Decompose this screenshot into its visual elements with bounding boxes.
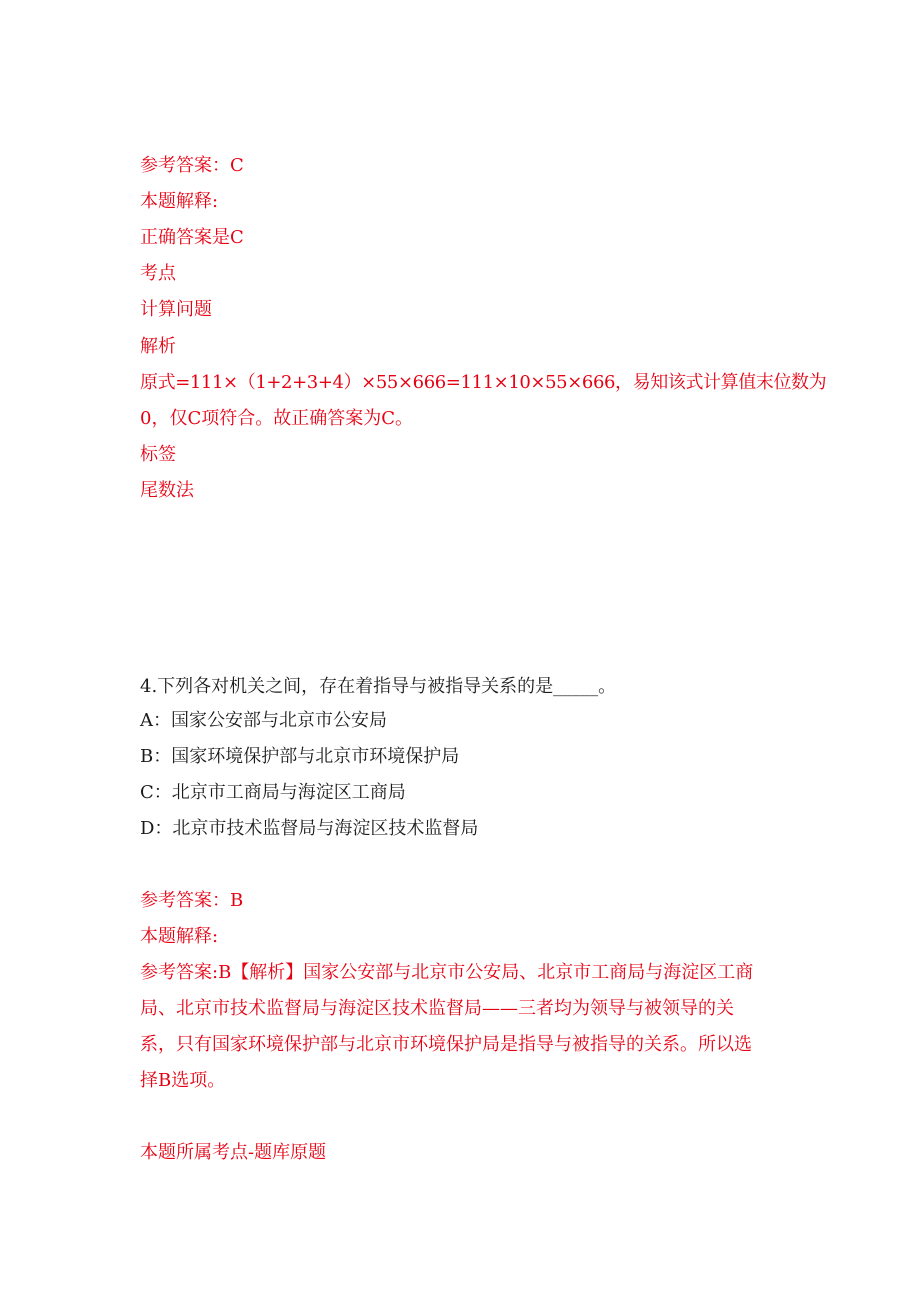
q3-kaodian: 计算问题: [140, 299, 212, 320]
q4-option-b: B：国家环境保护部与北京市环境保护局: [140, 746, 460, 767]
q3-ref-answer: 参考答案：C: [140, 155, 244, 176]
q4-explanation-line-2: 局、北京市技术监督局与海淀区技术监督局——三者均为领导与被领导的关: [140, 998, 734, 1019]
q4-option-c: C：北京市工商局与海淀区工商局: [140, 782, 406, 803]
q4-source: 本题所属考点-题库原题: [140, 1142, 327, 1163]
q4-explanation-label: 本题解释:: [140, 926, 219, 947]
q4-ref-answer: 参考答案：B: [140, 890, 244, 911]
q3-correct-answer: 正确答案是C: [140, 227, 244, 248]
q3-kaodian-label: 考点: [140, 263, 176, 284]
q4-option-d: D：北京市技术监督局与海淀区技术监督局: [140, 818, 479, 839]
q3-jiexi-line-2: 0，仅C项符合。故正确答案为C。: [140, 408, 413, 429]
q3-explanation-label: 本题解释:: [140, 191, 219, 212]
q4-explanation-line-1: 参考答案:B【解析】国家公安部与北京市公安局、北京市工商局与海淀区工商: [140, 962, 754, 983]
q3-jiexi-label: 解析: [140, 336, 176, 357]
q4-explanation-line-3: 系，只有国家环境保护部与北京市环境保护局是指导与被指导的关系。所以选: [140, 1034, 752, 1055]
q4-option-a: A：国家公安部与北京市公安局: [140, 710, 387, 731]
q3-jiexi-line-1: 原式=111×（1+2+3+4）×55×666=111×10×55×666，易知该式计算值末位数为: [140, 372, 827, 393]
q3-tag-label: 标签: [140, 444, 176, 465]
q4-question: 4.下列各对机关之间，存在着指导与被指导关系的是_____。: [140, 676, 617, 697]
q4-explanation-line-4: 择B选项。: [140, 1070, 226, 1091]
q3-tag: 尾数法: [140, 480, 194, 501]
